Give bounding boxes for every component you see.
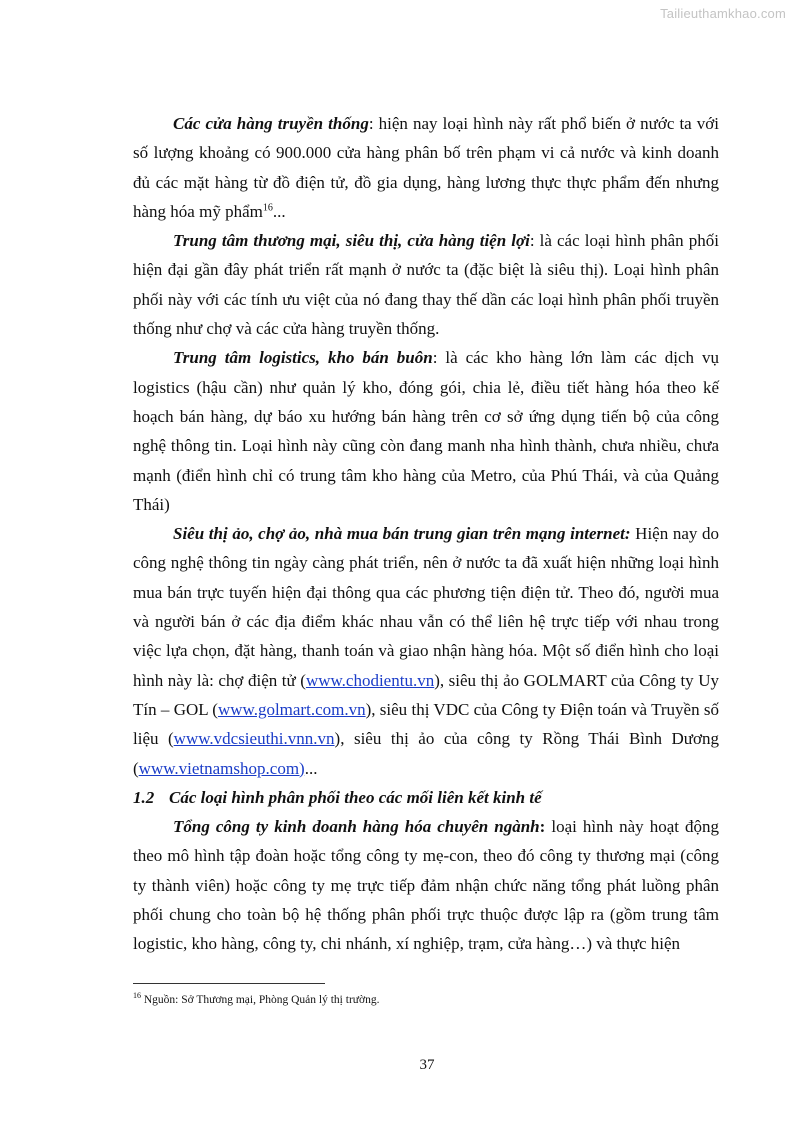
document-body bbox=[133, 109, 719, 959]
paragraph-lead: Tổng công ty kinh doanh hàng hóa chuyên ngành bbox=[173, 817, 540, 837]
paragraph-text: ... bbox=[272, 201, 286, 221]
paragraph-lead: Siêu thị ảo, chợ ảo, nhà mua bán trung gian trên mạng internet: bbox=[173, 524, 631, 544]
footnote-divider bbox=[133, 983, 325, 984]
paragraph-text: Hiện nay do công nghệ thông tin ngày càng phát triển, nên ở nước ta đã xuất hiện những loại hình mua bán trực tuyến hiện đại thông qua các phương tiện điện tử. Theo đó, người mua và người bán ở các địa điểm khác nhau vẫn có thể liên hệ trực tiếp với nhau trong việc lựa chọn, đặt hàng, thanh toán và giao nhận hàng hóa. Một số điển hình cho loại hình này là: chợ điện tử ( bbox=[133, 524, 719, 690]
paragraph-lead: Trung tâm thương mại, siêu thị, cửa hàng tiện lợi bbox=[173, 231, 530, 251]
section-number: 1.2 bbox=[133, 787, 155, 807]
paragraph-text: ), siêu thị VDC của Công ty Điện toán và Truyền số liệu ( bbox=[133, 699, 719, 749]
paragraph-text: loại hình này hoạt động theo mô hình tập đoàn hoặc tổng công ty mẹ-con, theo đó công ty thương mại (công ty thành viên) hoặc công ty mẹ trực tiếp đảm nhận chức năng tổng phát luồng phân phối chung cho toàn bộ hệ thống phân phối trực thuộc được lập ra (gồm trung tâm logistic, kho hàng, công ty, chi nhánh, xí nghiệp, trạm, cửa hàng…) và thực hiện bbox=[133, 817, 719, 954]
paragraph-colon: : bbox=[539, 817, 546, 837]
footnote-reference[interactable]: 16 bbox=[262, 202, 273, 214]
footnote bbox=[133, 993, 379, 1007]
paragraph-text: : là các loại hình phân phối hiện đại gần đây phát triển rất mạnh ở nước ta (đặc biệt là siêu thị). Loại hình phân phối này với các tính ưu việt của nó đang thay thế dần các loại hình phân phối truyền thống như chợ và các cửa hàng truyền thống. bbox=[133, 231, 719, 339]
watermark: Tailieuthamkhao.com bbox=[660, 6, 786, 21]
link-golmart[interactable]: www.golmart.com.vn bbox=[217, 699, 366, 719]
link-vdcsieuthi[interactable]: www.vdcsieuthi.vnn.vn bbox=[173, 729, 335, 749]
paragraph-commercial-centers bbox=[133, 226, 719, 343]
paragraph-text: ... bbox=[304, 758, 318, 778]
paragraph-text: ), siêu thị ảo GOLMART của Công ty Uy Tín – GOL ( bbox=[133, 670, 719, 719]
link-vietnamshop[interactable]: www.vietnamshop.com) bbox=[138, 758, 305, 778]
paragraph-text: : hiện nay loại hình này rất phổ biến ở nước ta với số lượng khoảng có 900.000 cửa hàng phân bố trên phạm vi cả nước và kinh doanh đủ các mặt hàng từ đồ điện tử, đồ gia dụng, hàng lương thực thực phẩm đến nhưng hàng hóa mỹ phẩm bbox=[133, 114, 720, 221]
footnote-text: Nguồn: Sở Thương mại, Phòng Quản lý thị trường. bbox=[141, 994, 380, 1006]
paragraph-lead: Các cửa hàng truyền thống bbox=[173, 114, 369, 133]
paragraph-text: : là các kho hàng lớn làm các dịch vụ logistics (hậu cần) như quản lý kho, đóng gói, chia lẻ, điều tiết hàng hóa theo kế hoạch bán hàng, dự báo xu hướng bán hàng trên cơ sở ứng dụng tiến bộ của công nghệ thông tin. Loại hình này cũng còn đang manh nha hình thành, chưa nhiều, chưa mạnh (điển hình chỉ có trung tâm kho hàng của Metro, của Phú Thái, và của Quảng Thái) bbox=[133, 348, 719, 514]
paragraph-logistics bbox=[133, 343, 719, 519]
link-chodientu[interactable]: www.chodientu.vn bbox=[305, 670, 435, 690]
paragraph-traditional-stores bbox=[133, 109, 719, 226]
page-number: 37 bbox=[419, 1057, 435, 1073]
paragraph-virtual-markets bbox=[133, 519, 719, 783]
section-heading bbox=[133, 783, 719, 812]
section-title: Các loại hình phân phối theo các mối liên kết kinh tế bbox=[169, 787, 542, 807]
paragraph-text: ), siêu thị ảo của công ty Rồng Thái Bình Dương ( bbox=[133, 729, 720, 778]
paragraph-corporations bbox=[133, 812, 719, 958]
footnote-marker: 16 bbox=[133, 991, 141, 1001]
paragraph-lead: Trung tâm logistics, kho bán buôn bbox=[173, 348, 433, 368]
